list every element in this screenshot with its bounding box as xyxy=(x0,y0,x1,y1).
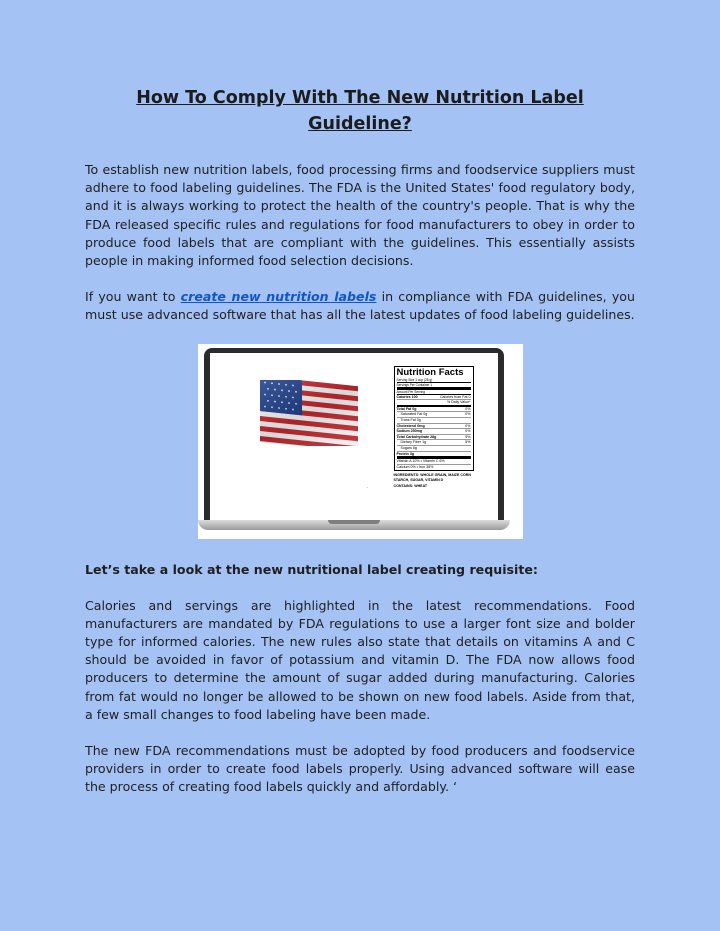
nutrient-name: Sugars 6g xyxy=(400,445,417,450)
contains-text: CONTAINS: WHEAT xyxy=(393,484,428,489)
nutrient-dv: 0% xyxy=(465,406,471,411)
software-paragraph-before: If you want to xyxy=(85,289,181,305)
servings-per-container: Servings Per Container 1 xyxy=(397,383,471,390)
software-paragraph-after: in compliance with FDA guidelines, you must use advanced software that has all the latest updates of food labeling guidelines. xyxy=(85,289,635,323)
nutrient-name: Total Carbohydrate 28g xyxy=(396,434,437,439)
laptop-notch xyxy=(328,520,380,524)
amount-per-serving: Amount Per Serving xyxy=(397,390,471,395)
screen-dot: · xyxy=(366,484,368,490)
nutrient-dv: 0% xyxy=(465,429,471,434)
laptop-screen-bezel xyxy=(204,348,504,520)
create-nutrition-labels-link[interactable]: create new nutrition labels xyxy=(180,289,377,305)
nutrient-dv: 0% xyxy=(465,412,471,417)
nutrient-row xyxy=(397,452,471,460)
nutrient-dv: 0% xyxy=(465,423,471,428)
daily-value-header xyxy=(397,400,471,407)
vitamins-line: Calcium 0% • Iron 38% xyxy=(396,464,434,469)
nutrient-name: Total Fat 0g xyxy=(396,406,417,411)
ingredients-text: INGREDIENTS: WHOLE GRAIN, MAIZE CORN STARCH, SUGAR, VITAMIN D xyxy=(393,473,471,482)
requirements-paragraph: Calories and servings are highlighted in the latest recommendations. Food manufacturers are mandated by FDA regulations to use a larger font size and bolder type for informed calories. The new rules also state that details on vitamins A and C should be avoided in favor of potassium and vitamin D. The FDA now allows food producers to determine the amount of sugar added during manufacturing. Calories from fat would no longer be allowed to be shown on new food labels. Aside from that, a few small changes to food labeling have been made. xyxy=(85,597,635,722)
nutrient-name: Protein 3g xyxy=(396,451,415,456)
nutrition-facts-title: Nutrition Facts xyxy=(396,366,464,378)
page-title: How To Comply With The New Nutrition Label Guideline? xyxy=(136,88,584,134)
calories-from-fat: Calories from Fat 0 xyxy=(439,394,471,399)
serving-size: Serving Size 1 cup (28 g) xyxy=(397,378,471,383)
nutrient-name: Saturated Fat 0g xyxy=(400,412,428,417)
vitamins-row xyxy=(397,465,471,470)
nutrient-dv: 5% xyxy=(465,440,471,445)
nutrient-name: Trans Fat 0g xyxy=(400,418,421,422)
nutrient-name: Cholesterol 0mg xyxy=(396,423,425,428)
conclusion-paragraph: The new FDA recommendations must be adopted by food producers and foodservice providers in order to create food labels properly. Using advanced software will ease the process of creating food labels quickly and affordably. ‘ xyxy=(85,743,635,795)
laptop-image xyxy=(198,344,523,539)
daily-value-label: % Daily Value* xyxy=(446,400,471,405)
laptop-image-container xyxy=(85,344,635,539)
document-page xyxy=(85,85,635,797)
vitamins-line: Vitamin A 10% • Vitamin C 6% xyxy=(396,459,445,464)
nutrient-name: Sodium 250mg xyxy=(396,429,423,434)
section-subheading: Let’s take a look at the new nutritional label creating requisite: xyxy=(85,561,538,577)
nutrient-name: Dietary Fiber 1g xyxy=(400,440,427,445)
american-flag-icon xyxy=(260,380,358,446)
software-paragraph xyxy=(85,288,635,324)
intro-paragraph: To establish new nutrition labels, food processing firms and foodservice suppliers must adhere to food labeling guidelines. The FDA is the United States' food regulatory body, and it is always working to protect the health of the country's people. That is why the FDA released specific rules and regulations for food manufacturers to obey in order to produce food labels that are compliant with the guidelines. This essentially assists people in making informed food selection decisions. xyxy=(85,162,635,269)
nutrient-dv: 9% xyxy=(465,434,471,439)
laptop-screen xyxy=(210,353,498,520)
nutrition-facts-label xyxy=(394,366,474,489)
calories-value: Calories 100 xyxy=(396,394,418,399)
